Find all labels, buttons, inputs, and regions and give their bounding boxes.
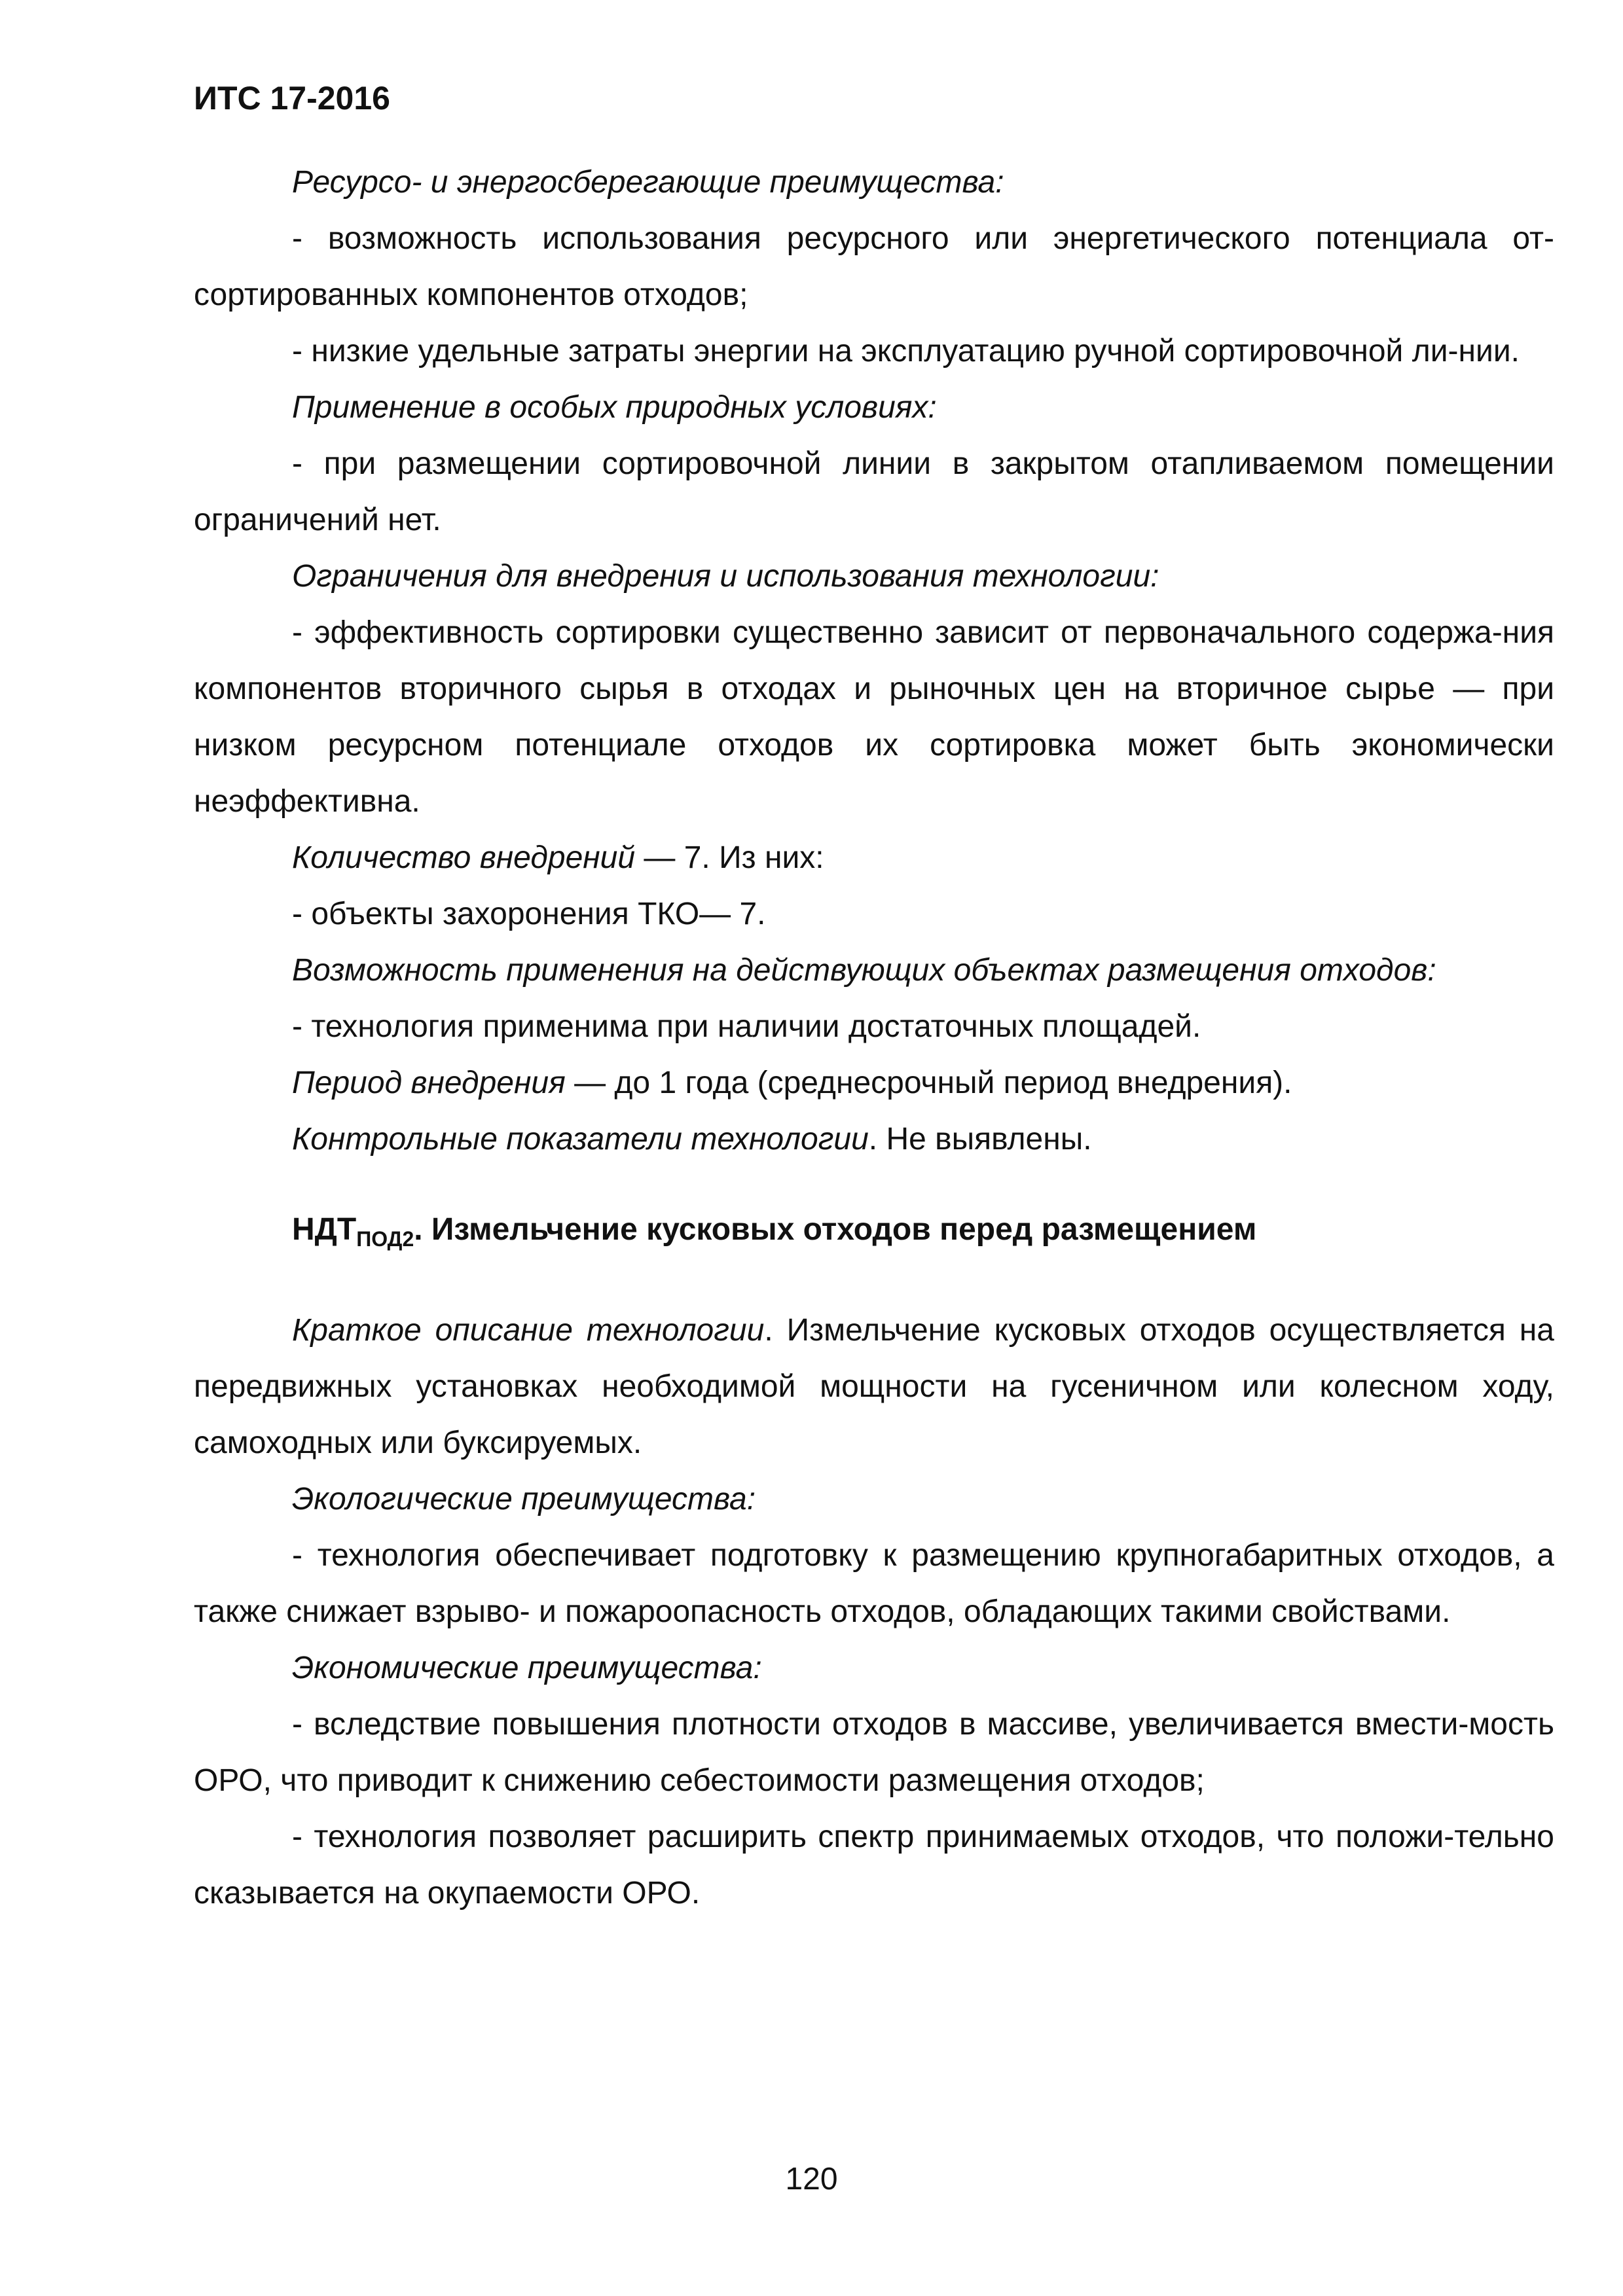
- economic-item-1: - вследствие повышения плотности отходов в массиве, увеличивается вмести-мость ОРО, что приводит к снижению себестоимости размещения отходов;: [194, 1707, 1554, 1798]
- document-code: ИТС 17-2016: [194, 80, 390, 117]
- implementations-label: Количество внедрений: [292, 840, 636, 875]
- implementations-value: — 7. Из них:: [635, 840, 824, 875]
- section-prefix: НДТ: [292, 1212, 357, 1247]
- period-label: Период внедрения: [292, 1066, 566, 1100]
- ecological-heading: Экологические преимущества:: [292, 1482, 756, 1516]
- control-label: Контрольные показатели технологии: [292, 1122, 869, 1157]
- nature-item-1: - при размещении сортировочной линии в закрытом отапливаемом помещении ограничений нет.: [194, 446, 1554, 537]
- page-body: [194, 154, 1554, 1922]
- period-value: — до 1 года (среднесрочный период внедрения).: [565, 1066, 1292, 1100]
- page-number: 120: [785, 2162, 838, 2197]
- control-line: [194, 1111, 1554, 1168]
- economic-heading: Экономические преимущества:: [292, 1651, 762, 1685]
- period-line: [194, 1055, 1554, 1111]
- nature-heading: Применение в особых природных условиях:: [292, 390, 937, 425]
- implementations-item-1: - объекты захоронения ТКО— 7.: [292, 897, 766, 931]
- limits-heading: Ограничения для внедрения и использования технологии:: [292, 559, 1159, 594]
- description-label: Краткое описание технологии: [292, 1313, 765, 1348]
- limits-item-1: - эффективность сортировки существенно зависит от первоначального содержа-ния компонентов вторичного сырья в отходах и рыночных цен на вторичное сырье — при низком ресурсном потенциале отходов их сортировка может быть экономически неэффективна.: [194, 615, 1554, 819]
- resource-heading: Ресурсо- и энергосберегающие преимущества:: [292, 165, 1004, 200]
- ecological-item-1: - технология обеспечивает подготовку к размещению крупногабаритных отходов, а также снижает взрыво- и пожароопасность отходов, обладающих такими свойствами.: [194, 1538, 1554, 1629]
- resource-item-2: - низкие удельные затраты энергии на эксплуатацию ручной сортировочной ли-нии.: [292, 334, 1520, 368]
- resource-item-1: - возможность использования ресурсного или энергетического потенциала от-сортированных компонентов отходов;: [194, 221, 1554, 312]
- section-heading: [194, 1207, 1554, 1253]
- description-text: . Измельчение кусковых отходов осуществляется на передвижных установках необходимой мощности на гусеничном или колесном ходу, самоходных или буксируемых.: [194, 1313, 1554, 1460]
- applicability-item-1: - технология применима при наличии достаточных площадей.: [292, 1009, 1201, 1044]
- description-paragraph: [194, 1302, 1554, 1471]
- section-title: . Измельчение кусковых отходов перед размещением: [414, 1212, 1257, 1247]
- applicability-heading: Возможность применения на действующих объектах размещения отходов:: [292, 953, 1436, 988]
- control-value: . Не выявлены.: [868, 1122, 1092, 1157]
- implementations-line: [194, 830, 1554, 886]
- section-subscript: ПОД2: [356, 1227, 414, 1251]
- economic-item-2: - технология позволяет расширить спектр принимаемых отходов, что положи-тельно сказывается на окупаемости ОРО.: [194, 1820, 1554, 1910]
